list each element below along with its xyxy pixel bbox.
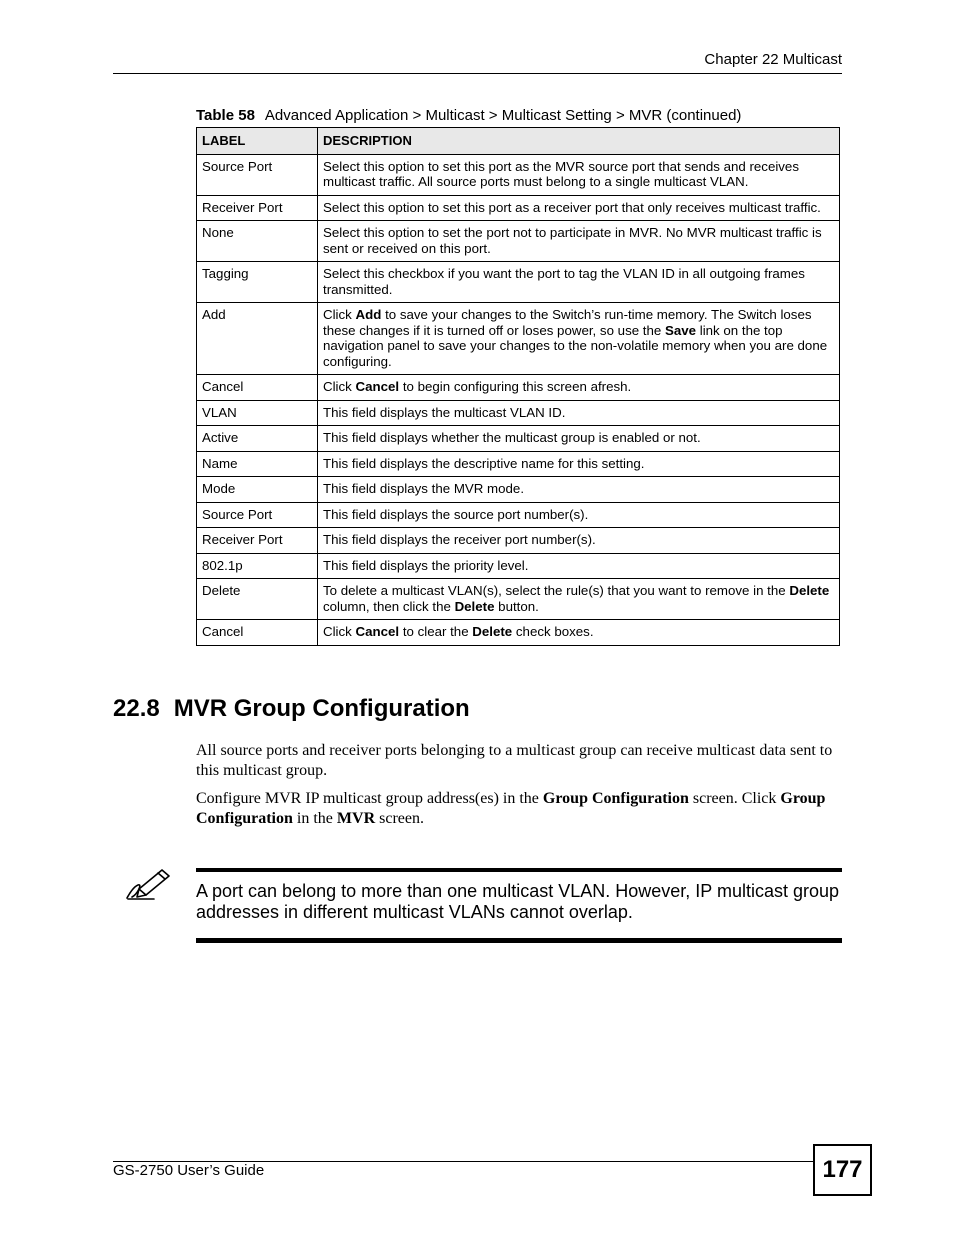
note-top-rule bbox=[196, 868, 842, 872]
chapter-header: Chapter 22 Multicast bbox=[704, 51, 842, 68]
description-text: link on the top navigation panel to save your changes to the non-volatile memory when you are done configuring. bbox=[323, 322, 828, 369]
table-row bbox=[197, 477, 840, 503]
row-description bbox=[318, 502, 840, 528]
ui-term-group-configuration: Group Configuration bbox=[542, 790, 689, 807]
row-label: Add bbox=[197, 303, 318, 375]
description-text: This field displays the MVR mode. bbox=[323, 481, 525, 496]
table-row bbox=[197, 303, 840, 375]
paragraph-text: screen. bbox=[375, 810, 424, 827]
body-paragraph-2 bbox=[196, 789, 841, 829]
table-row bbox=[197, 154, 840, 195]
description-text: This field displays the multicast VLAN ID. bbox=[323, 404, 566, 420]
row-label: Active bbox=[197, 426, 318, 452]
row-label: 802.1p bbox=[197, 553, 318, 579]
row-description bbox=[318, 303, 840, 375]
paragraph-text: in the bbox=[292, 810, 337, 827]
description-text: This field displays the descriptive name for this setting. bbox=[323, 455, 645, 471]
body-paragraph-1: All source ports and receiver ports belonging to a multicast group can receive multicast data sent to this multicast group. bbox=[196, 742, 833, 779]
description-text: This field displays the priority level. bbox=[323, 557, 529, 573]
ui-term: Cancel bbox=[355, 624, 400, 639]
paragraph-text: screen. Click bbox=[688, 790, 781, 807]
ui-term: Save bbox=[664, 322, 697, 338]
section-title: MVR Group Configuration bbox=[173, 695, 470, 722]
description-text: Select this checkbox if you want the port to tag the VLAN ID in all outgoing frames transmitted. bbox=[323, 266, 805, 297]
row-description bbox=[318, 375, 840, 401]
row-description bbox=[318, 620, 840, 646]
row-description bbox=[318, 400, 840, 426]
table-row bbox=[197, 400, 840, 426]
page-number: 177 bbox=[813, 1144, 872, 1196]
row-label: Cancel bbox=[197, 620, 318, 646]
row-description bbox=[318, 579, 840, 620]
column-header-label: LABEL bbox=[197, 128, 318, 155]
ui-term: Delete bbox=[454, 598, 495, 614]
description-text: Click bbox=[323, 307, 356, 322]
row-label: Receiver Port bbox=[197, 195, 318, 221]
description-text: Select this option to set this port as a receiver port that only receives multicast traffic. bbox=[323, 199, 821, 215]
ui-term: Add bbox=[355, 307, 382, 322]
table-row bbox=[197, 579, 840, 620]
note-text: A port can belong to more than one multicast VLAN. However, IP multicast group addresses in different multicast VLANs cannot overlap. bbox=[196, 881, 840, 922]
row-label: Delete bbox=[197, 579, 318, 620]
section-heading bbox=[113, 695, 470, 723]
section-number: 22.8 bbox=[113, 695, 160, 722]
paragraph-text: Configure MVR IP multicast group address(es) in the bbox=[196, 790, 543, 807]
row-description bbox=[318, 262, 840, 303]
row-label: None bbox=[197, 221, 318, 262]
table-header-row bbox=[197, 128, 840, 155]
row-label: Mode bbox=[197, 477, 318, 503]
ui-term: Delete bbox=[789, 583, 830, 598]
description-text: This field displays the receiver port number(s). bbox=[323, 532, 596, 547]
table-row bbox=[197, 553, 840, 579]
description-text: This field displays the source port number(s). bbox=[323, 506, 589, 522]
row-description bbox=[318, 528, 840, 554]
note-bottom-rule bbox=[196, 938, 842, 943]
row-description bbox=[318, 221, 840, 262]
description-text: To delete a multicast VLAN(s), select the rule(s) that you want to remove in the bbox=[323, 583, 790, 598]
row-description bbox=[318, 195, 840, 221]
description-text: Click bbox=[323, 624, 356, 639]
description-text: column, then click the bbox=[323, 598, 455, 614]
table-row bbox=[197, 620, 840, 646]
table-caption-number: Table 58 bbox=[196, 107, 255, 124]
description-text: Select this option to set the port not to participate in MVR. No MVR multicast traffic is sent or received on this port. bbox=[323, 225, 822, 256]
ui-term-mvr: MVR bbox=[336, 810, 376, 827]
guide-title: GS-2750 User’s Guide bbox=[113, 1162, 265, 1179]
row-label: Cancel bbox=[197, 375, 318, 401]
table-row bbox=[197, 502, 840, 528]
description-text: Select this option to set this port as the MVR source port that sends and receives multicast traffic. All source ports must belong to a single multicast VLAN. bbox=[323, 158, 799, 189]
description-text: This field displays whether the multicast group is enabled or not. bbox=[323, 430, 701, 445]
table-row bbox=[197, 426, 840, 452]
description-text: to save your changes to the Switch’s run-time memory. The Switch loses these changes if it is turned off or loses power, so use the bbox=[323, 307, 812, 338]
table-row bbox=[197, 221, 840, 262]
row-label: Receiver Port bbox=[197, 528, 318, 554]
description-text: to clear the bbox=[399, 624, 473, 639]
description-text: button. bbox=[494, 598, 539, 614]
row-description bbox=[318, 477, 840, 503]
row-description bbox=[318, 451, 840, 477]
description-text: Click bbox=[323, 379, 356, 394]
table-caption-text: Advanced Application > Multicast > Multicast Setting > MVR (continued) bbox=[264, 107, 742, 124]
row-label: Source Port bbox=[197, 502, 318, 528]
row-label: Tagging bbox=[197, 262, 318, 303]
header-divider bbox=[113, 73, 842, 74]
table-row bbox=[197, 375, 840, 401]
table-row bbox=[197, 451, 840, 477]
table-row bbox=[197, 195, 840, 221]
row-description bbox=[318, 553, 840, 579]
row-label: Name bbox=[197, 451, 318, 477]
column-header-description: DESCRIPTION bbox=[318, 128, 840, 155]
row-label: VLAN bbox=[197, 400, 318, 426]
row-description bbox=[318, 426, 840, 452]
ui-term: Delete bbox=[472, 624, 513, 639]
table-body bbox=[197, 154, 840, 645]
description-text: check boxes. bbox=[512, 624, 594, 639]
ui-term-group-configuration: Group Configuration bbox=[196, 790, 826, 827]
row-description bbox=[318, 154, 840, 195]
pencil-note-icon bbox=[124, 865, 176, 905]
mvr-description-table bbox=[196, 127, 840, 646]
table-row bbox=[197, 262, 840, 303]
table-row bbox=[197, 528, 840, 554]
description-text: to begin configuring this screen afresh. bbox=[399, 379, 632, 394]
ui-term: Cancel bbox=[355, 379, 400, 394]
row-label: Source Port bbox=[197, 154, 318, 195]
table-caption bbox=[196, 107, 741, 124]
